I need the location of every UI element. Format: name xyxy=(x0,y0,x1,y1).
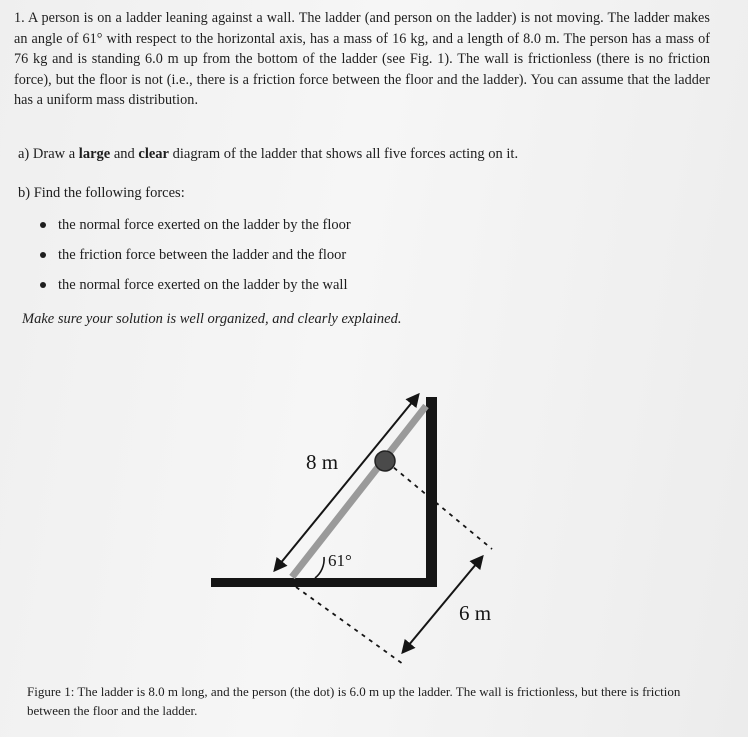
instruction-note: Make sure your solution is well organized, and clearly explained. xyxy=(22,311,402,327)
list-item: the friction force between the ladder and the floor xyxy=(40,245,351,275)
ladder xyxy=(292,406,426,577)
angle-arc xyxy=(315,557,324,578)
person-distance-label: 6 m xyxy=(459,601,492,625)
ladder-length-arrow xyxy=(275,395,418,570)
part-a-bold-large: large xyxy=(78,146,111,162)
part-a-bold-clear: clear xyxy=(138,146,169,162)
problem-text: A person is on a ladder leaning against a wall. The ladder (and person on the ladder) is not moving. The ladder makes an angle of 61° with respect to the horizontal axis, has a mass of 16 kg, and a length of 8.0 m. The person has a mass of 76 kg and is standing 6.0 m up from the bottom of the ladder (see Fig. 1). The wall is frictionless (there is no friction force), but the floor is not (i.e., there is a friction force between the floor and the ladder). You can assume that the ladder has a uniform mass distribution. xyxy=(14,10,710,109)
part-a-prefix: a) Draw a xyxy=(18,146,76,162)
part-b-heading: b) Find the following forces: xyxy=(18,185,185,201)
list-item: the normal force exerted on the ladder by the floor xyxy=(40,215,351,245)
person-dot xyxy=(375,451,395,471)
base-projection-line xyxy=(296,587,403,664)
wall xyxy=(426,397,437,587)
person-projection-line xyxy=(387,462,492,549)
floor xyxy=(211,578,437,587)
part-a-suffix: diagram of the ladder that shows all five forces acting on it. xyxy=(172,146,519,162)
problem-number: 1. xyxy=(14,10,25,26)
part-a-and: and xyxy=(113,146,135,162)
ladder-length-label: 8 m xyxy=(306,450,339,474)
angle-label: 61° xyxy=(328,551,352,570)
figure-caption: Figure 1: The ladder is 8.0 m long, and the person (the dot) is 6.0 m up the ladder. The wall is frictionless, but there is friction between the floor and the ladder. xyxy=(27,684,681,718)
list-item: the normal force exerted on the ladder by the wall xyxy=(40,275,351,305)
